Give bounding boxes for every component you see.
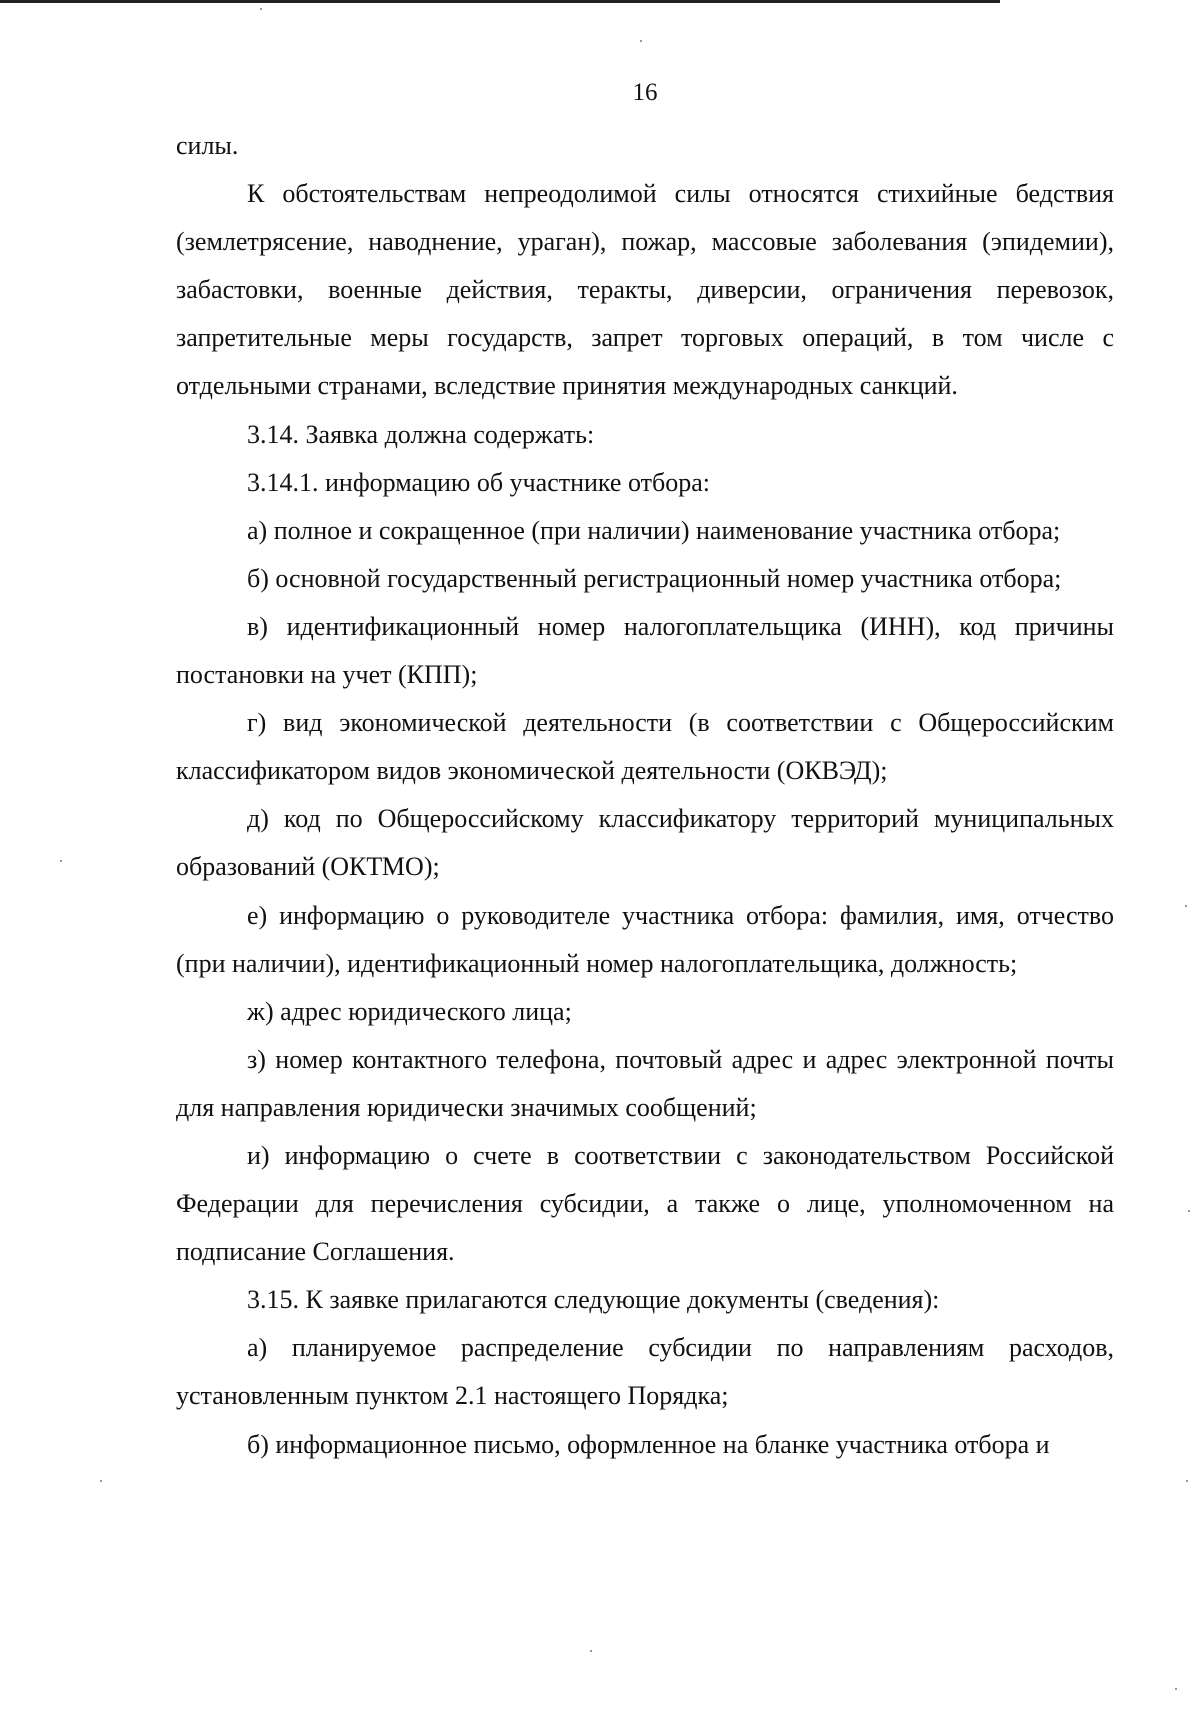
list-item-a: а) полное и сокращенное (при наличии) наименование участника отбора; — [247, 515, 1061, 545]
list-item-z: з) номер контактного телефона, почтовый адрес и адрес электронной почты для направления юридически значимых сообщений; — [176, 1044, 1114, 1122]
attachment-item-a: а) планируемое распределение субсидии по направлениям расходов, установленным пунктом 2.1 настоящего Порядка; — [176, 1333, 1114, 1411]
scan-speck — [590, 1650, 592, 1652]
scan-speck — [1175, 1688, 1177, 1690]
paragraph-3-14: 3.14. Заявка должна содержать: — [247, 419, 595, 449]
scan-speck — [260, 8, 262, 10]
scan-speck — [1185, 905, 1187, 907]
list-item-d: д) код по Общероссийскому классификатору территорий муниципальных образований (ОКТМО); — [176, 804, 1114, 882]
paragraph-force-majeure: К обстоятельствам непреодолимой силы относятся стихийные бедствия (землетрясение, наводнение, ураган), пожар, массовые заболевания (эпидемии), забастовки, военные действия, теракты, диверсии, ограничения перевозок, запретительные меры государств, запрет торговых операций, в том числе с отдельными странами, вследствие принятия международных санкций. — [176, 179, 1114, 401]
document-body — [176, 122, 1114, 1469]
scan-speck — [640, 40, 642, 42]
paragraph-3-15: 3.15. К заявке прилагаются следующие документы (сведения): — [247, 1285, 940, 1315]
list-item-i: и) информацию о счете в соответствии с законодательством Российской Федерации для перечисления субсидии, а также о лице, уполномоченном на подписание Соглашения. — [176, 1140, 1114, 1267]
paragraph-continuation: силы. — [176, 131, 239, 160]
scan-speck — [60, 860, 62, 862]
attachment-item-b: б) информационное письмо, оформленное на бланке участника отбора и — [247, 1429, 1050, 1459]
scan-top-border — [0, 0, 1000, 3]
scan-speck — [100, 1480, 102, 1482]
paragraph-3-14-1: 3.14.1. информацию об участнике отбора: — [247, 467, 710, 497]
list-item-b: б) основной государственный регистрационный номер участника отбора; — [247, 563, 1062, 593]
scan-speck — [1188, 1210, 1190, 1212]
page-number: 16 — [632, 79, 658, 106]
list-item-g: г) вид экономической деятельности (в соответствии с Общероссийским классификатором видов экономической деятельности (ОКВЭД); — [176, 708, 1114, 786]
list-item-zh: ж) адрес юридического лица; — [247, 996, 572, 1026]
list-item-v: в) идентификационный номер налогоплательщика (ИНН), код причины постановки на учет (КПП); — [176, 611, 1114, 690]
scan-speck — [1186, 1480, 1188, 1482]
list-item-e: е) информацию о руководителе участника отбора: фамилия, имя, отчество (при наличии), идентификационный номер налогоплательщика, должность; — [176, 900, 1114, 978]
